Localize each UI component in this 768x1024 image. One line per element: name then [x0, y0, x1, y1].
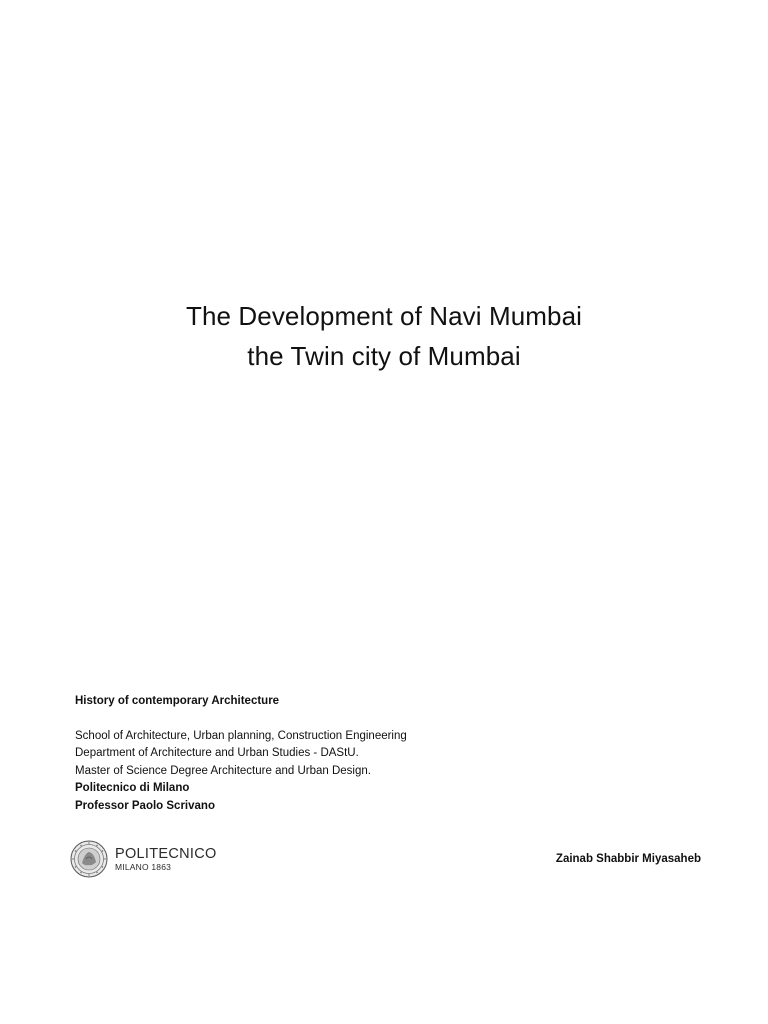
department-name: Department of Architecture and Urban Studies - DAStU.: [75, 747, 359, 759]
title-line-2: the Twin city of Mumbai: [247, 341, 521, 371]
course-name: History of contemporary Architecture: [75, 695, 280, 707]
politecnico-logo: [70, 838, 238, 880]
title-line-1: The Development of Navi Mumbai: [185, 301, 583, 331]
university-seal-icon: [70, 840, 108, 878]
document-title: [0, 296, 768, 376]
logo-subtitle: MILANO 1863: [115, 861, 172, 872]
professor-name: Professor Paolo Scrivano: [75, 799, 215, 812]
logo-name: POLITECNICO: [115, 845, 217, 862]
author-name: Zainab Shabbir Miyasaheb: [555, 853, 701, 865]
school-name: School of Architecture, Urban planning, Construction Engineering: [75, 729, 407, 742]
spacer: [75, 711, 595, 728]
university-name: Politecnico di Milano: [75, 782, 190, 794]
course-info: [75, 693, 595, 815]
degree-name: Master of Science Degree Architecture and Urban Design.: [75, 764, 371, 777]
logo-wordmark: [115, 846, 217, 873]
